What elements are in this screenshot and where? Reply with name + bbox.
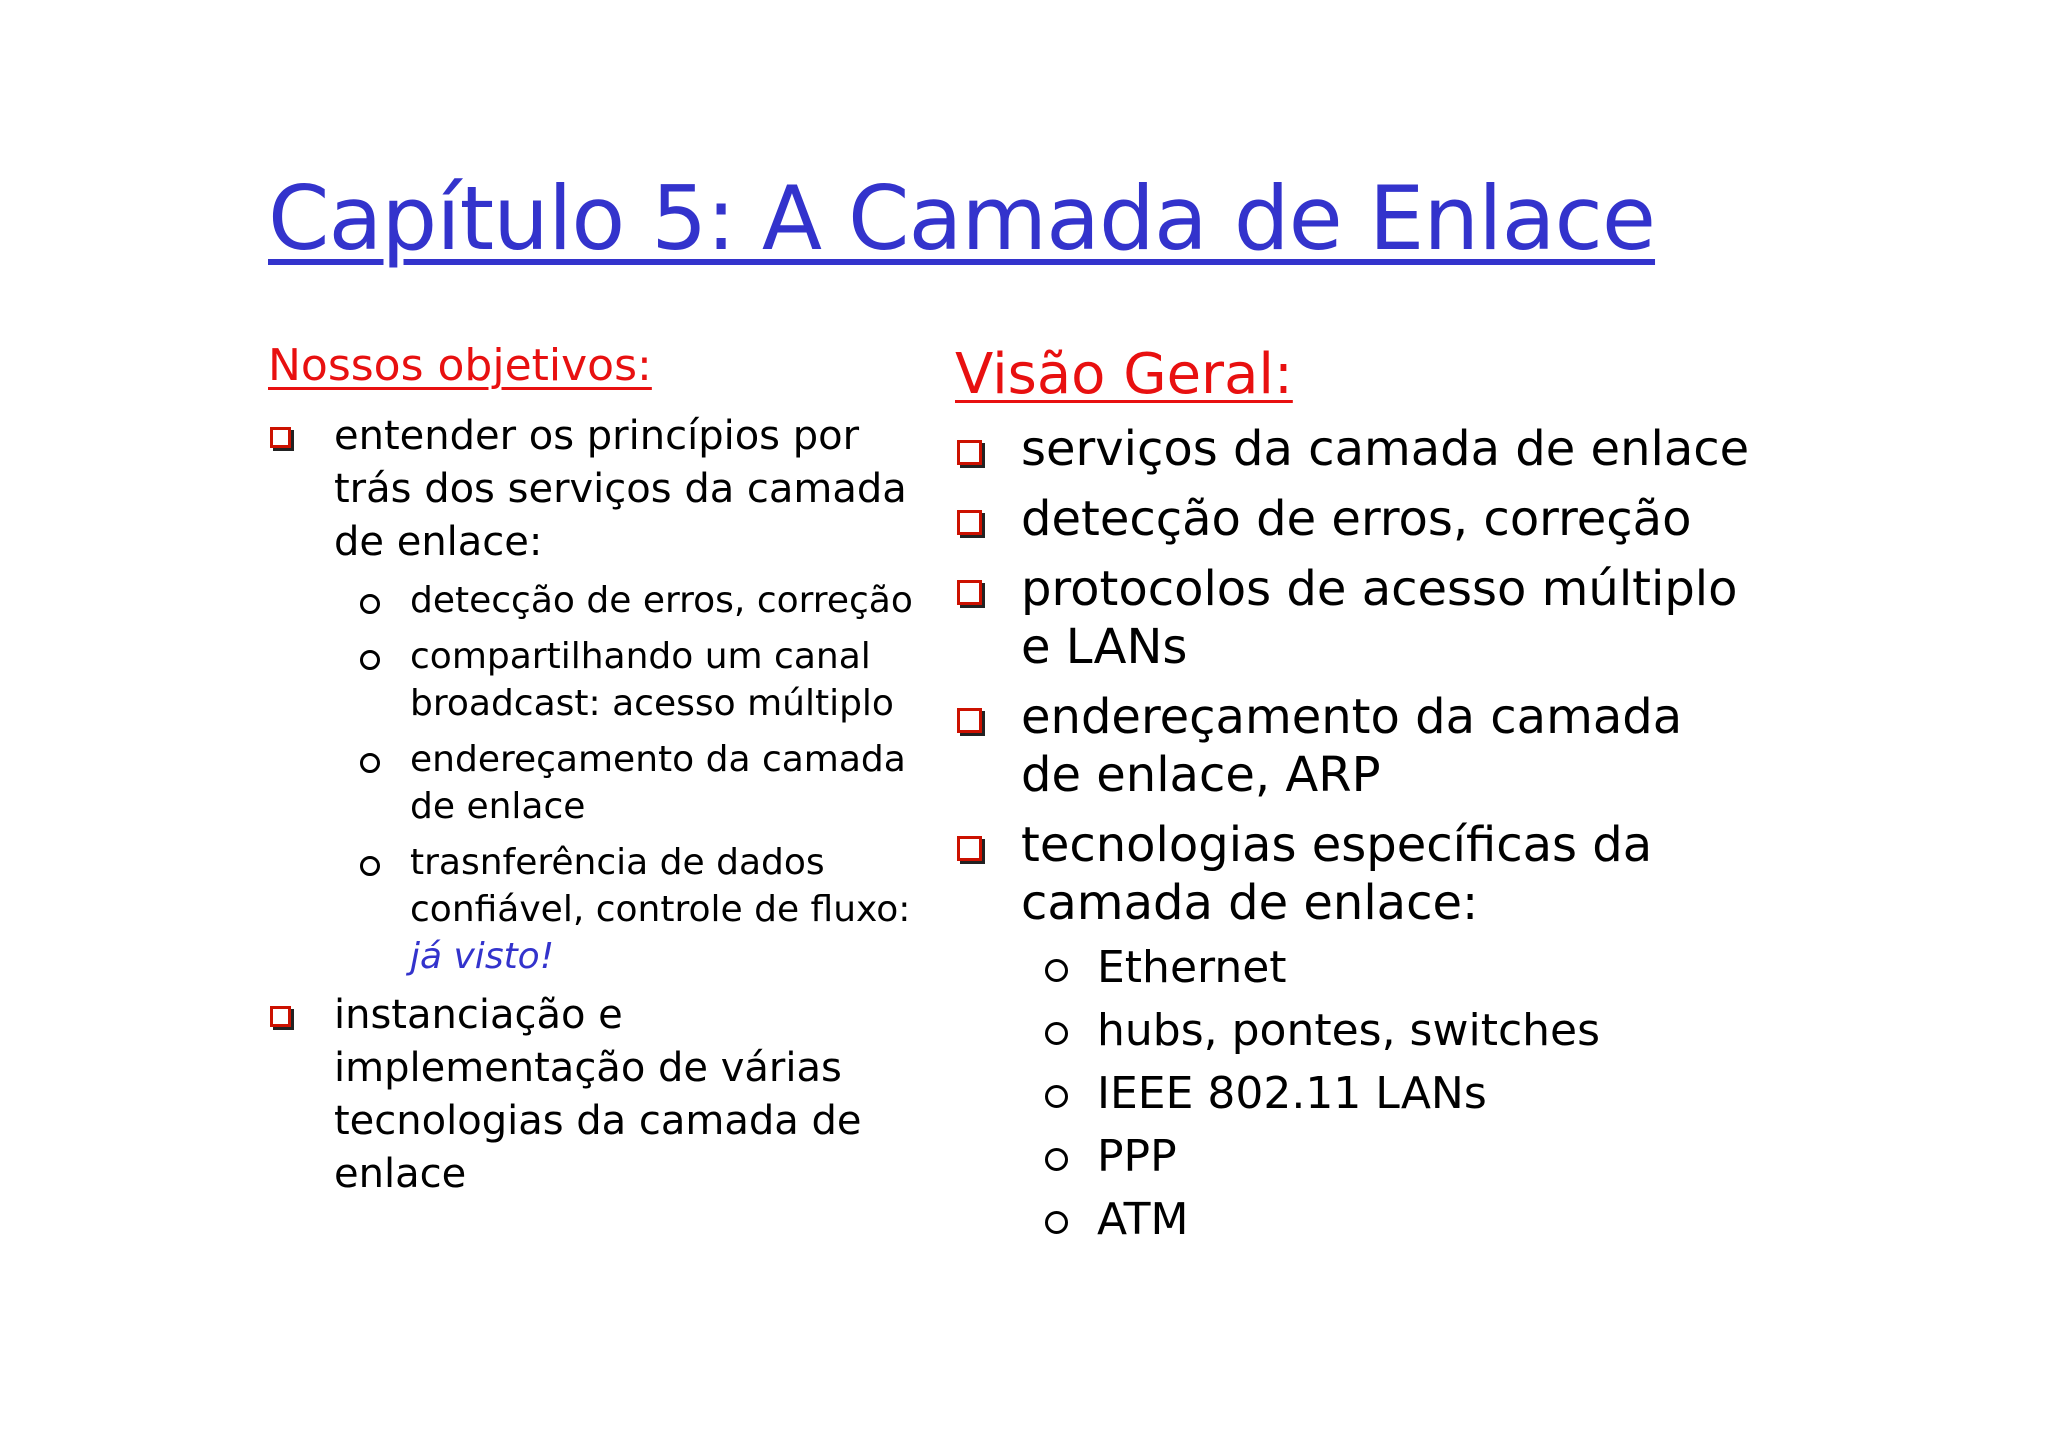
square-bullet-icon [957,440,982,465]
square-bullet-icon [957,836,982,861]
square-bullet-icon [957,580,982,605]
overview-item: serviços da camada de enlace [955,420,1755,478]
circle-bullet-icon [360,753,380,773]
objective-subitem: detecção de erros, correção [334,577,928,624]
circle-bullet-icon [360,856,380,876]
overview-subitem: IEEE 802.11 LANs [1021,1068,1755,1120]
objective-text: instanciação e implementação de várias tecnologias da camada de enlace [334,992,862,1197]
overview-subitem: PPP [1021,1131,1755,1183]
objective-subitem: trasnferência de dados confiável, controle de fluxo: já visto! [334,839,928,980]
already-seen-note: já visto! [410,936,555,977]
square-bullet-icon [957,510,982,535]
square-bullet-icon [270,1006,291,1027]
square-bullet-icon [270,427,291,448]
circle-bullet-icon [360,650,380,670]
objective-sublist [334,577,928,980]
overview-item: endereçamento da camada de enlace, ARP [955,688,1755,804]
circle-bullet-icon [360,594,380,614]
circle-bullet-icon [1045,959,1068,982]
objective-subitem: endereçamento da camada de enlace [334,736,928,830]
overview-item: detecção de erros, correção [955,490,1755,548]
overview-subitem: hubs, pontes, switches [1021,1005,1755,1057]
overview-heading: Visão Geral: [955,342,1293,407]
overview-sublist [1021,942,1755,1246]
circle-bullet-icon [1045,1022,1068,1045]
overview-item: protocolos de acesso múltiplo e LANs [955,560,1755,676]
square-bullet-icon [957,708,982,733]
objectives-list [268,410,928,1201]
objective-item [268,410,928,980]
objective-subitem: compartilhando um canal broadcast: acesso múltiplo [334,633,928,727]
circle-bullet-icon [1045,1211,1068,1234]
overview-list [955,420,1755,1258]
overview-item: tecnologias específicas da camada de enlace: Ethernet hubs, pontes, switches IEEE 802.11 LANs PPP ATM [955,816,1755,1246]
circle-bullet-icon [1045,1085,1068,1108]
objective-text: entender os princípios por trás dos serviços da camada de enlace: [334,413,907,565]
overview-subitem: ATM [1021,1194,1755,1246]
objectives-heading: Nossos objetivos: [268,340,652,391]
objective-item [268,989,928,1201]
overview-subitem: Ethernet [1021,942,1755,994]
slide-title: Capítulo 5: A Camada de Enlace [268,167,1656,270]
circle-bullet-icon [1045,1148,1068,1171]
